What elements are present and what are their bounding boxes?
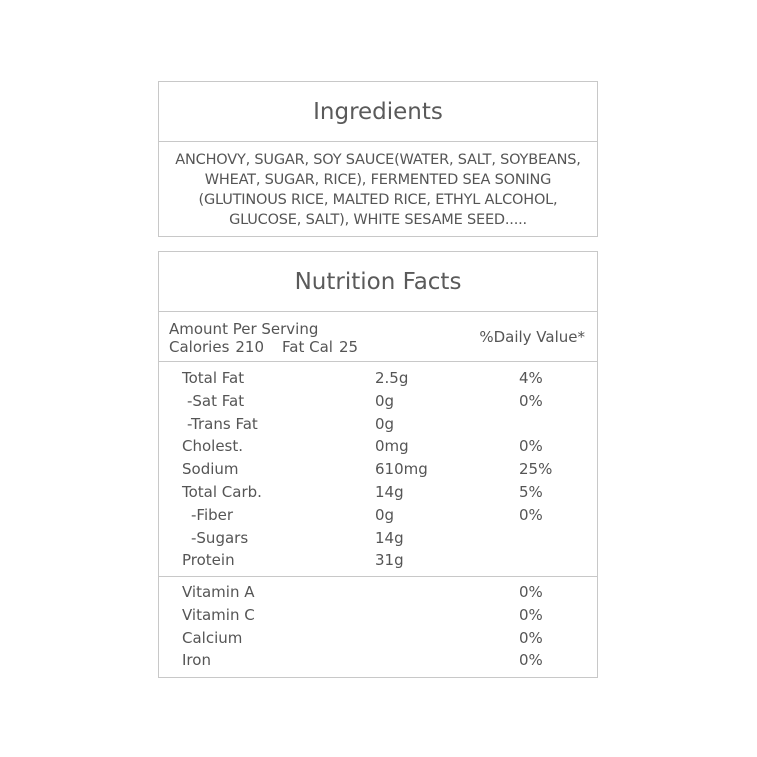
nutrient-name: -Fiber xyxy=(191,505,234,524)
nutrient-name: -Trans Fat xyxy=(187,414,258,433)
nutrient-row-total-carb xyxy=(159,481,597,504)
nutrient-amount: 0g xyxy=(375,391,395,410)
daily-value-header: %Daily Value* xyxy=(479,328,585,346)
nutrient-daily-value: 4% xyxy=(519,369,543,387)
nutrient-daily-value: 0% xyxy=(519,391,543,410)
nutrient-daily-value: 0% xyxy=(519,437,543,456)
vitamin-row-calcium xyxy=(159,627,597,650)
nutrient-name: Protein xyxy=(182,551,235,570)
fat-cal-label: Fat Cal xyxy=(282,338,333,356)
vitamin-daily-value: 0% xyxy=(519,651,543,670)
nutrient-name: Total Carb. xyxy=(182,482,262,501)
nutrition-facts-panel xyxy=(158,251,598,678)
serving-info xyxy=(159,312,597,362)
nutrient-daily-value: 0% xyxy=(519,505,543,524)
nutrient-amount: 610mg xyxy=(375,460,428,479)
nutrient-amount: 2.5g xyxy=(375,369,409,387)
nutrient-name: Sodium xyxy=(182,460,239,479)
vitamins-list xyxy=(159,577,597,672)
nutrition-facts-title: Nutrition Facts xyxy=(159,252,597,312)
vitamin-daily-value: 0% xyxy=(519,583,543,601)
nutrient-name: -Sat Fat xyxy=(187,391,245,410)
nutrient-name: Total Fat xyxy=(182,369,245,387)
vitamin-daily-value: 0% xyxy=(519,605,543,624)
nutrient-name: Cholest. xyxy=(182,437,244,456)
nutrient-amount: 14g xyxy=(375,482,404,501)
nutrient-row-sodium xyxy=(159,458,597,481)
amount-per-serving-label: Amount Per Serving xyxy=(169,320,319,338)
nutrient-amount: 0g xyxy=(375,414,395,433)
vitamin-row-vitamin-a xyxy=(159,581,597,604)
nutrient-amount: 0g xyxy=(375,505,395,524)
vitamin-name: Calcium xyxy=(182,628,243,647)
nutrient-row-trans-fat xyxy=(159,413,597,436)
nutrient-amount: 14g xyxy=(375,528,404,547)
nutrient-row-sat-fat xyxy=(159,390,597,413)
nutrient-row-protein xyxy=(159,549,597,572)
nutrient-amount: 31g xyxy=(375,551,404,570)
nutrient-row-sugars xyxy=(159,527,597,550)
calories-label: Calories xyxy=(169,338,230,356)
nutrient-daily-value: 5% xyxy=(519,482,543,501)
nutrients-list xyxy=(159,362,597,577)
ingredients-text: ANCHOVY, SUGAR, SOY SAUCE(WATER, SALT, SOYBEANS, WHEAT, SUGAR, RICE), FERMENTED SEA SONING (GLUTINOUS RICE, MALTED RICE, ETHYL ALCOHOL, GLUCOSE, SALT), WHITE SESAME SEED..... xyxy=(175,152,581,228)
calories-value: 210 xyxy=(235,338,265,356)
vitamin-name: Vitamin C xyxy=(182,605,255,624)
nutrient-name: -Sugars xyxy=(191,528,249,547)
nutrient-amount: 0mg xyxy=(375,437,409,456)
nutrient-daily-value: 25% xyxy=(519,460,553,479)
calories-line xyxy=(169,338,364,356)
nutrient-row-total-fat xyxy=(159,367,597,390)
vitamin-row-iron xyxy=(159,649,597,672)
vitamin-name: Iron xyxy=(182,651,211,670)
nutrient-row-fiber xyxy=(159,504,597,527)
ingredients-title: Ingredients xyxy=(159,82,597,142)
fat-cal-value: 25 xyxy=(338,338,359,356)
vitamin-row-vitamin-c xyxy=(159,604,597,627)
nutrient-row-cholesterol xyxy=(159,435,597,458)
vitamin-daily-value: 0% xyxy=(519,628,543,647)
ingredients-panel xyxy=(158,81,598,237)
vitamin-name: Vitamin A xyxy=(182,583,255,601)
